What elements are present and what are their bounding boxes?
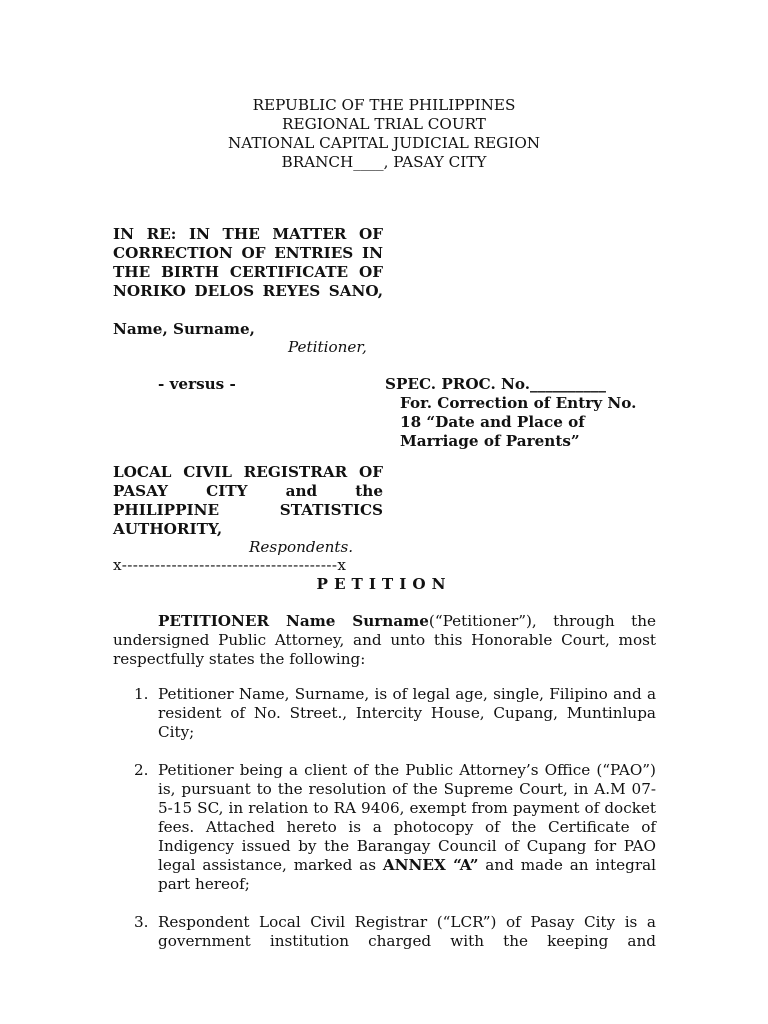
respondents-name <box>113 463 383 539</box>
intro-line-text: (“Petitioner”), through the <box>428 612 656 630</box>
allegations-list <box>113 685 656 970</box>
case-title-line: IN RE: IN THE MATTER OF <box>113 225 383 243</box>
case-title-line: THE BIRTH CERTIFICATE OF <box>113 263 383 281</box>
item-line: fees. Attached hereto is a photocopy of the Certificate of <box>158 818 656 836</box>
intro-line: undersigned Public Attorney, and unto this Honorable Court, most <box>113 631 656 649</box>
spec-proc-subject: For. Correction of Entry No. <box>400 394 637 412</box>
court-header <box>0 96 768 172</box>
item-number: 3. <box>134 913 149 931</box>
intro-paragraph <box>113 612 656 669</box>
intro-line <box>113 612 656 631</box>
header-court: REGIONAL TRIAL COURT <box>282 115 486 133</box>
annex-label: ANNEX “A” <box>382 856 479 874</box>
item-line: resident of No. Street., Intercity House, Cupang, Muntinlupa <box>158 704 656 722</box>
intro-line: respectfully states the following: <box>113 650 366 668</box>
item-line <box>158 856 656 875</box>
versus-label: - versus - <box>158 375 236 393</box>
case-title-line: NORIKO DELOS REYES SANO, <box>113 282 383 300</box>
item-line-text: legal assistance, marked as <box>158 856 383 874</box>
spec-proc-number: SPEC. PROC. No.__________ <box>385 375 606 393</box>
item-line-text: and made an integral <box>478 856 656 874</box>
allegation-item <box>113 685 656 742</box>
spec-proc-subject: Marriage of Parents” <box>400 432 580 450</box>
respondent-line: PASAY CITY and the <box>113 482 383 500</box>
case-title-line: CORRECTION OF ENTRIES IN <box>113 244 383 262</box>
item-line: Petitioner being a client of the Public Attorney’s Office (“PAO”) <box>158 761 656 779</box>
item-line: City; <box>158 723 195 741</box>
petitioner-role: Petitioner, <box>288 338 367 356</box>
header-region: NATIONAL CAPITAL JUDICIAL REGION <box>227 134 541 152</box>
header-branch: BRANCH____, PASAY CITY <box>281 153 487 171</box>
respondent-line: PHILIPPINE STATISTICS <box>113 501 383 519</box>
respondent-line: AUTHORITY, <box>113 520 223 538</box>
item-line: 5-15 SC, in relation to RA 9406, exempt from payment of docket <box>158 799 656 817</box>
item-line: Indigency issued by the Barangay Council of Cupang for PAO <box>158 837 656 855</box>
document-title: PETITION <box>316 575 452 593</box>
allegation-item <box>113 913 656 951</box>
header-republic: REPUBLIC OF THE PHILIPPINES <box>252 96 516 114</box>
allegation-item <box>113 761 656 894</box>
intro-bold: PETITIONER Name Surname <box>158 612 429 630</box>
item-line: part hereof; <box>158 875 250 893</box>
item-line: Petitioner Name, Surname, is of legal age, single, Filipino and a <box>158 685 656 703</box>
petitioner-name: Name, Surname, <box>113 320 255 338</box>
item-number: 2. <box>134 761 149 779</box>
special-proceeding <box>385 375 636 451</box>
item-line: government institution charged with the keeping and <box>158 932 656 950</box>
caption-separator: x---------------------------------------x <box>113 556 347 574</box>
respondents-role: Respondents. <box>249 538 354 556</box>
spec-proc-subject: 18 “Date and Place of <box>400 413 585 431</box>
item-line: Respondent Local Civil Registrar (“LCR”) of Pasay City is a <box>158 913 656 931</box>
respondent-line: LOCAL CIVIL REGISTRAR OF <box>113 463 383 481</box>
item-line: is, pursuant to the resolution of the Supreme Court, in A.M 07- <box>158 780 656 798</box>
item-number: 1. <box>134 685 149 703</box>
case-title <box>113 225 383 301</box>
